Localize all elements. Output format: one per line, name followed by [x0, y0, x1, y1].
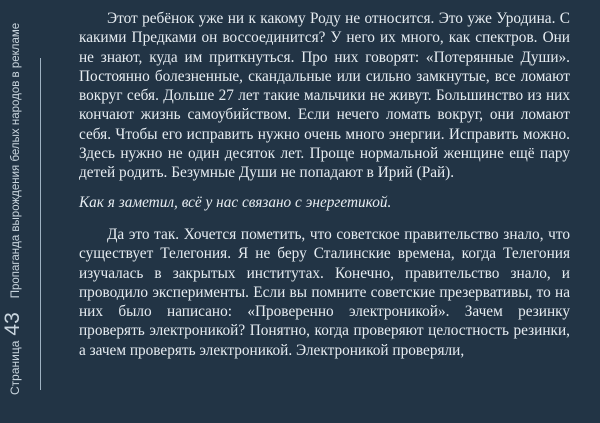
- book-title: Пропаганда вырождения белых народов в рекламе: [10, 22, 22, 299]
- paragraph-1: Этот ребёнок уже ни к какому Роду не относится. Это уже Уродина. С какими Предками он воссоединится? У него их много, как спектров. Они не знают, куда им приткнуться. Про них говорят: «Потерянные Души». Постоянно болезненные, скандальные или сильно замкнутые, все ломают вокруг себя. Дольше 27 лет такие мальчики не живут. Большинство из них кончают жизнь самоубийством. Если нечего ломать вокруг, они ломают себя. Чтобы его исправить нужно очень много энергии. Исправить можно. Здесь нужно не один десяток лет. Проще нормальной женщине ещё пару детей родить. Безумные Души не попадают в Ирий (Рай).: [79, 10, 570, 182]
- page-label: Страница: [8, 340, 22, 395]
- sidebar: [0, 0, 46, 423]
- sidebar-divider: [40, 58, 41, 390]
- paragraph-2: Да это так. Хочется пометить, что советское правительство знало, что существует Телегония. Я не беру Сталинские времена, когда Телегония изучалась в закрытых институтах. Конечно, правительство знало, и проводило эксперименты. Если вы помните советские презервативы, то на них было написано: «Проверенно электроникой». Зачем резинку проверять электроникой? Понятно, когда проверяют целостность резинки, а зачем проверять электроникой. Электроникой проверяли,: [79, 225, 570, 359]
- page-body: [79, 9, 570, 360]
- sidebar-caption: [1, 23, 25, 395]
- page-number: 43: [1, 312, 24, 336]
- interview-question: Как я заметил, всё у нас связано с энергетикой.: [79, 193, 392, 211]
